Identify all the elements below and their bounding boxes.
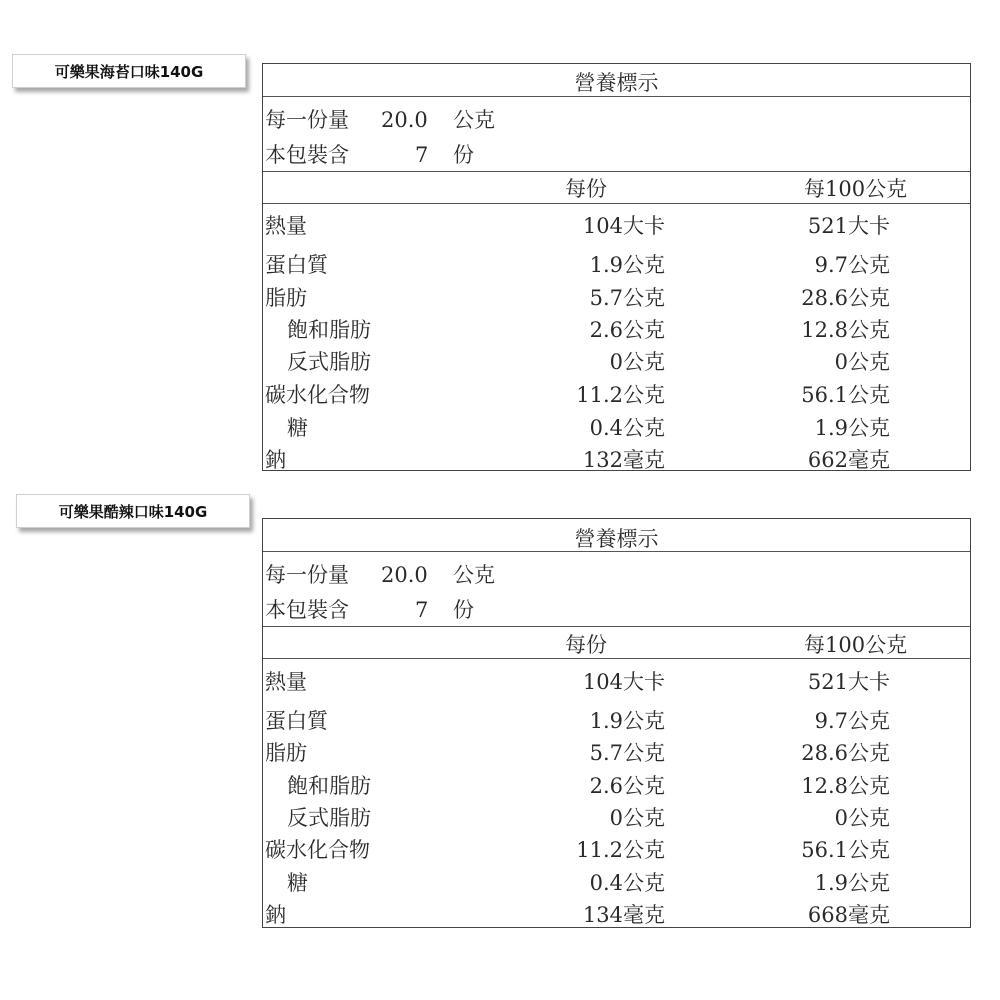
package-label: 本包裝含 <box>265 143 349 167</box>
nutrient-per-serving: 132毫克 <box>582 448 665 472</box>
nutrient-per-serving: 0.4公克 <box>589 416 665 440</box>
nutrient-name: 蛋白質 <box>265 709 328 733</box>
divider <box>263 203 970 204</box>
divider <box>263 96 970 97</box>
nutrient-per-serving: 11.2公克 <box>576 383 665 407</box>
nutrient-per-100g: 521大卡 <box>807 670 890 694</box>
col-header-per-100g: 每100公克 <box>804 177 908 201</box>
nutrient-name: 反式脂肪 <box>287 806 371 830</box>
nutrient-name: 糖 <box>287 871 308 895</box>
package-value: 7 <box>415 143 429 167</box>
nutrient-per-100g: 0公克 <box>834 806 890 830</box>
nutrient-name: 飽和脂肪 <box>287 774 371 798</box>
nutrient-per-100g: 12.8公克 <box>801 318 890 342</box>
divider <box>263 171 970 172</box>
nutrient-name: 反式脂肪 <box>287 350 371 374</box>
nutrient-per-serving: 1.9公克 <box>589 253 665 277</box>
serving-unit: 公克 <box>453 563 495 587</box>
nutrient-per-100g: 662毫克 <box>807 448 890 472</box>
nutrient-per-serving: 5.7公克 <box>589 286 665 310</box>
nutrient-per-serving: 104大卡 <box>582 214 665 238</box>
nutrient-per-100g: 28.6公克 <box>801 286 890 310</box>
nutrient-per-serving: 11.2公克 <box>576 838 665 862</box>
serving-label: 每一份量 <box>265 563 349 587</box>
nutrient-per-serving: 0.4公克 <box>589 871 665 895</box>
nutrition-table <box>262 518 971 928</box>
serving-label: 每一份量 <box>265 108 349 132</box>
product-tag: 可樂果海苔口味140G <box>12 54 246 88</box>
nutrient-name: 脂肪 <box>265 741 307 765</box>
divider <box>263 626 970 627</box>
nutrient-name: 脂肪 <box>265 286 307 310</box>
nutrient-name: 熱量 <box>265 214 307 238</box>
nutrient-name: 蛋白質 <box>265 253 328 277</box>
col-header-per-100g: 每100公克 <box>804 633 908 657</box>
nutrient-per-100g: 28.6公克 <box>801 741 890 765</box>
product-tag: 可樂果酷辣口味140G <box>16 494 250 528</box>
package-value: 7 <box>415 598 429 622</box>
nutrient-per-serving: 134毫克 <box>582 903 665 927</box>
nutrient-per-serving: 2.6公克 <box>589 774 665 798</box>
col-header-per-serving: 每份 <box>565 177 607 201</box>
serving-value: 20.0 <box>381 563 428 587</box>
package-unit: 份 <box>453 143 474 167</box>
nutrient-name: 飽和脂肪 <box>287 318 371 342</box>
nutrient-per-serving: 5.7公克 <box>589 741 665 765</box>
nutrition-table <box>262 63 971 471</box>
nutrient-per-100g: 0公克 <box>834 350 890 374</box>
nutrient-name: 碳水化合物 <box>265 383 370 407</box>
nutrient-per-100g: 56.1公克 <box>801 383 890 407</box>
nutrient-per-serving: 0公克 <box>609 806 665 830</box>
serving-value: 20.0 <box>381 108 428 132</box>
nutrient-per-100g: 521大卡 <box>807 214 890 238</box>
nutrient-per-100g: 668毫克 <box>807 903 890 927</box>
package-unit: 份 <box>453 598 474 622</box>
nutrient-per-serving: 0公克 <box>609 350 665 374</box>
serving-unit: 公克 <box>453 108 495 132</box>
package-label: 本包裝含 <box>265 598 349 622</box>
divider <box>263 658 970 659</box>
nutrient-per-100g: 9.7公克 <box>814 253 890 277</box>
nutrient-per-100g: 1.9公克 <box>814 416 890 440</box>
nutrient-name: 碳水化合物 <box>265 838 370 862</box>
nutrient-per-100g: 12.8公克 <box>801 774 890 798</box>
nutrient-name: 熱量 <box>265 670 307 694</box>
nutrient-name: 鈉 <box>265 903 286 927</box>
nutrient-per-100g: 56.1公克 <box>801 838 890 862</box>
col-header-per-serving: 每份 <box>565 633 607 657</box>
divider <box>263 551 970 552</box>
table-title: 營養標示 <box>574 527 659 551</box>
nutrient-name: 鈉 <box>265 448 286 472</box>
nutrient-per-serving: 1.9公克 <box>589 709 665 733</box>
nutrient-name: 糖 <box>287 416 308 440</box>
table-title: 營養標示 <box>574 71 659 95</box>
nutrient-per-serving: 2.6公克 <box>589 318 665 342</box>
nutrient-per-100g: 1.9公克 <box>814 871 890 895</box>
nutrient-per-serving: 104大卡 <box>582 670 665 694</box>
nutrient-per-100g: 9.7公克 <box>814 709 890 733</box>
